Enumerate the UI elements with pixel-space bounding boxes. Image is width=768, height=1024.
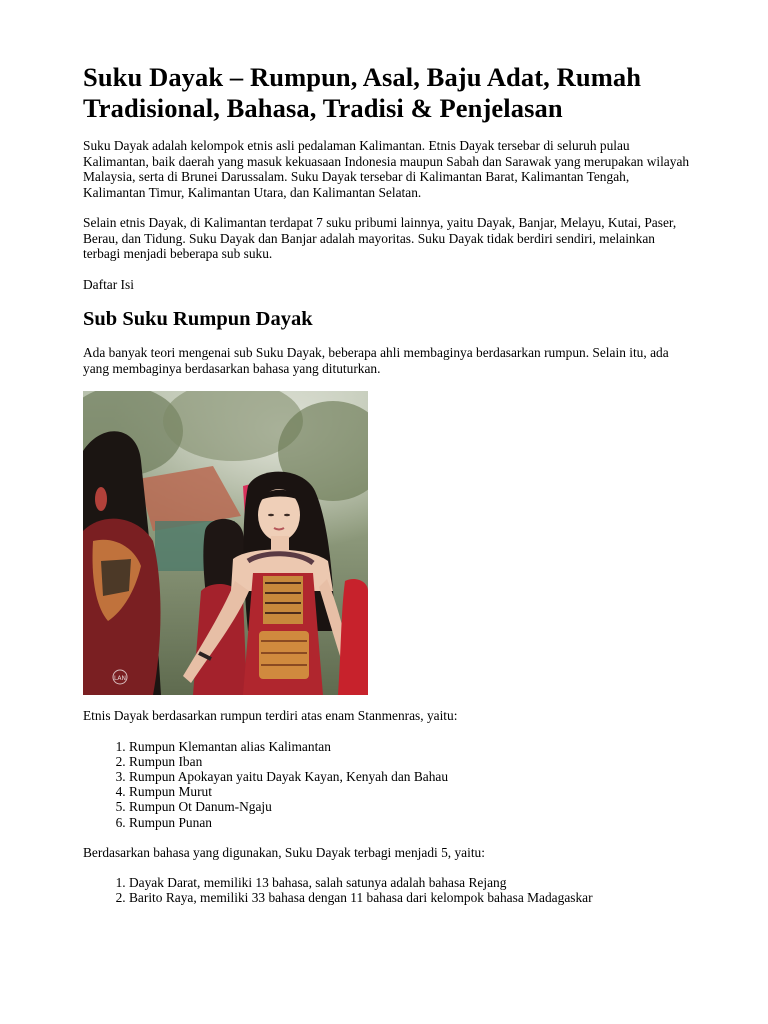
list-item: 1. Dayak Darat, memiliki 13 bahasa, salah satunya adalah bahasa Rejang [129, 875, 693, 890]
list1-intro: Etnis Dayak berdasarkan rumpun terdiri atas enam Stanmenras, yaitu: [83, 708, 458, 723]
rumpun-list [83, 739, 693, 830]
list-item: 6. Rumpun Punan [129, 815, 693, 830]
bahasa-list [83, 875, 693, 905]
section-heading-sub-suku: Sub Suku Rumpun Dayak [83, 308, 313, 330]
page-title: Suku Dayak – Rumpun, Asal, Baju Adat, Rumah Tradisional, Bahasa, Tradisi & Penjelasan [83, 62, 642, 123]
intro-paragraph-2: Selain etnis Dayak, di Kalimantan terdapat 7 suku pribumi lainnya, yaitu Dayak, Banjar, Melayu, Kutai, Paser, Berau, dan Tidung. Suku Dayak dan Banjar adalah mayoritas. Suku Dayak tidak berdiri sendiri, melainkan terbagi menjadi beberapa sub suku. [83, 215, 677, 261]
list-item: 2. Rumpun Iban [129, 754, 693, 769]
list-item: 1. Rumpun Klemantan alias Kalimantan [129, 739, 693, 754]
list-item: 3. Rumpun Apokayan yaitu Dayak Kayan, Kenyah dan Bahau [129, 769, 693, 784]
list2-intro: Berdasarkan bahasa yang digunakan, Suku Dayak terbagi menjadi 5, yaitu: [83, 844, 485, 860]
intro-paragraph-1: Suku Dayak adalah kelompok etnis asli pedalaman Kalimantan. Etnis Dayak tersebar di seluruh pulau Kalimantan, baik daerah yang masuk kekuasaan Indonesia maupun Sabah dan Sarawak yang merupakan wilayah Malaysia, serta di Brunei Darussalam. Suku Dayak tersebar di Kalimantan Barat, Kalimantan Tengah, Kalimantan Timur, Kalimantan Utara, dan Kalimantan Selatan. [83, 138, 690, 200]
article [83, 62, 693, 921]
dayak-dancers-photo [83, 391, 368, 695]
photo-watermark: LAN [113, 675, 127, 682]
list-item: 4. Rumpun Murut [129, 784, 693, 799]
list-item: 2. Barito Raya, memiliki 33 bahasa dengan 11 bahasa dari kelompok bahasa Madagaskar [129, 890, 693, 905]
table-of-contents-label: Daftar Isi [83, 276, 134, 292]
list-item: 5. Rumpun Ot Danum-Ngaju [129, 799, 693, 814]
section-paragraph: Ada banyak teori mengenai sub Suku Dayak, beberapa ahli membaginya berdasarkan rumpun. Selain itu, ada yang membaginya berdasarkan bahasa yang dituturkan. [83, 345, 669, 376]
